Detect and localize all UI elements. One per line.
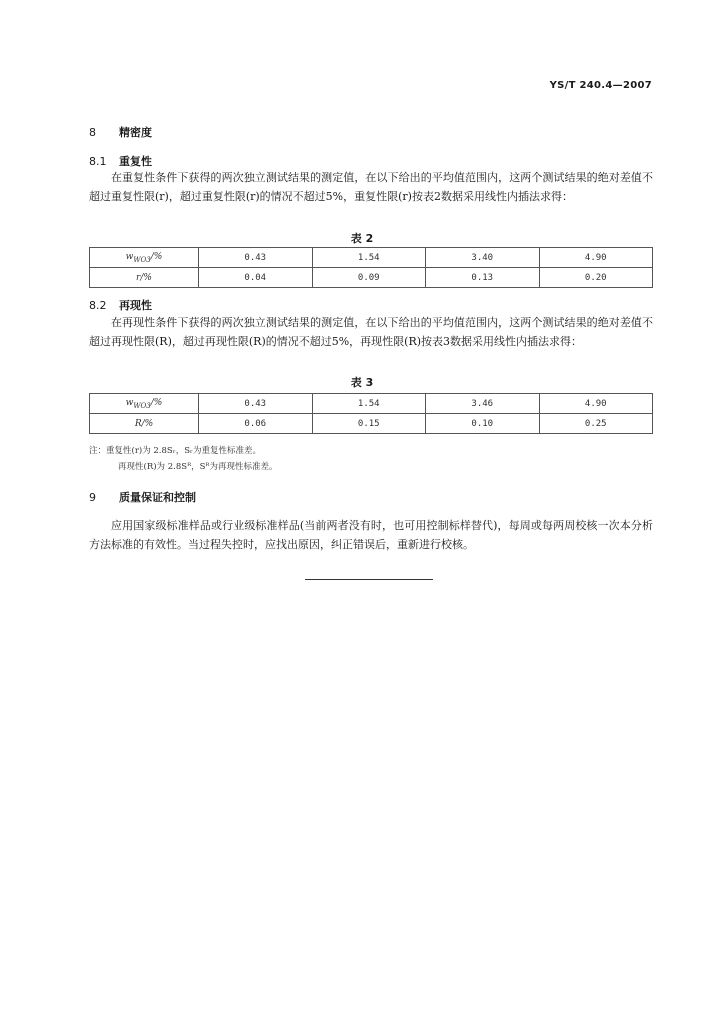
- table-3-cell: 0.15: [312, 414, 426, 434]
- section-8-title: 精密度: [119, 126, 152, 139]
- end-rule-divider: [305, 579, 433, 580]
- table-3-caption: 表 3: [350, 376, 374, 389]
- section-8-2-title: 再现性: [119, 299, 152, 312]
- section-8-2-number: 8.2: [89, 299, 107, 312]
- section-8-2-heading: [89, 297, 152, 313]
- table-3-cell: 0.25: [539, 414, 653, 434]
- section-8-1-number: 8.1: [89, 155, 107, 168]
- section-9-title: 质量保证和控制: [119, 491, 196, 504]
- table-3-cell: 1.54: [312, 394, 426, 414]
- table-3: [89, 393, 653, 434]
- section-9-heading: [89, 489, 196, 505]
- table-3-row-r: [90, 414, 653, 434]
- table-3-row-label: $w_{WO3}/\%$: [90, 394, 199, 414]
- section-9-paragraph: 应用国家级标准样品或行业级标准样品(当前两者没有时，也可用控制标样替代)，每周或每两周校核一次本分析方法标准的有效性。当过程失控时，应找出原因，纠正错误后，重新进行校核。: [89, 519, 653, 551]
- section-8-heading: [89, 124, 152, 140]
- table-3-cell: 4.90: [539, 394, 653, 414]
- table-2-row-r: [90, 268, 653, 288]
- table-3-cell: 0.06: [199, 414, 313, 434]
- note-line-2: 再现性(R)为 2.8Sᴿ，Sᴿ为再现性标准差。: [118, 462, 278, 472]
- table-2-cell: 0.20: [539, 268, 653, 288]
- table-3-row-label: R/%: [90, 414, 199, 434]
- table-3-cell: 0.43: [199, 394, 313, 414]
- table-2-cell: 0.04: [199, 268, 313, 288]
- table-2-cell: 0.13: [426, 268, 540, 288]
- table-3-row-wo3: [90, 394, 653, 414]
- section-8-1-paragraph: 在重复性条件下获得的两次独立测试结果的测定值，在以下给出的平均值范围内，这两个测试结果的绝对差值不超过重复性限(r)，超过重复性限(r)的情况不超过5%，重复性限(r)按表2数据采用线性内插法求得：: [89, 171, 653, 203]
- table-2-caption: 表 2: [350, 232, 374, 245]
- table-2-row-label: r/%: [90, 268, 199, 288]
- table-2-cell: 1.54: [312, 248, 426, 268]
- standard-code-header: YS/T 240.4—2007: [549, 80, 652, 91]
- section-8-1-title: 重复性: [119, 155, 152, 168]
- table-2-cell: 0.09: [312, 268, 426, 288]
- section-8-number: 8: [89, 126, 96, 139]
- section-8-1-heading: [89, 153, 152, 169]
- section-8-2-paragraph: 在再现性条件下获得的两次独立测试结果的测定值，在以下给出的平均值范围内，这两个测试结果的绝对差值不超过再现性限(R)，超过再现性限(R)的情况不超过5%，再现性限(R)按表3数据采用线性内插法求得：: [89, 316, 653, 348]
- table-2-cell: 0.43: [199, 248, 313, 268]
- table-2-row-label: $w_{WO3}/\%$: [90, 248, 199, 268]
- section-9-number: 9: [89, 491, 96, 504]
- table-2-cell: 4.90: [539, 248, 653, 268]
- table-2-cell: 3.40: [426, 248, 540, 268]
- note-line-1: 注：重复性(r)为 2.8Sᵣ，Sᵣ为重复性标准差。: [89, 446, 261, 456]
- table-3-cell: 3.46: [426, 394, 540, 414]
- table-2: [89, 247, 653, 288]
- table-3-cell: 0.10: [426, 414, 540, 434]
- table-2-row-wo3: [90, 248, 653, 268]
